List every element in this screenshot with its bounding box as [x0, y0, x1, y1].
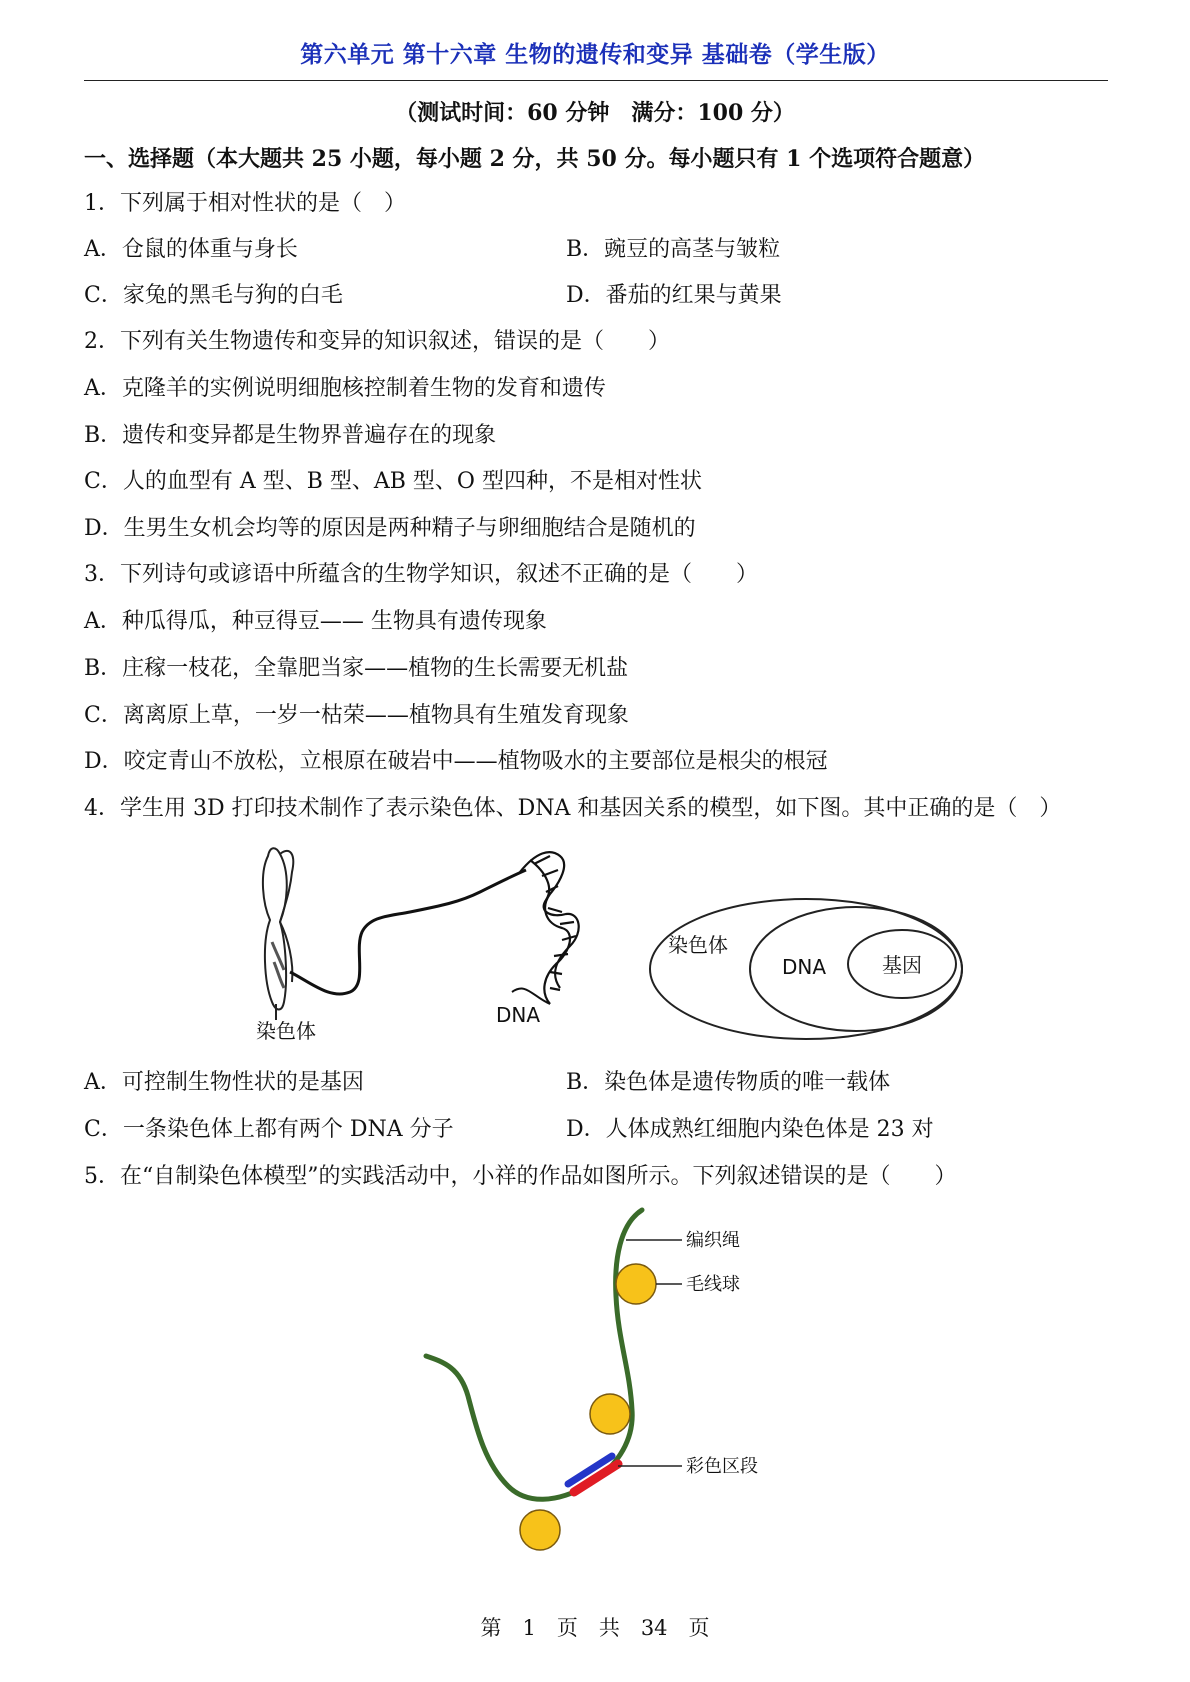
question-1-option-b: B．豌豆的高茎与皱粒: [566, 237, 781, 262]
document-title: 第六单元 第十六章 生物的遗传和变异 基础卷（学生版）: [300, 42, 890, 68]
chromosome-shape: [263, 848, 293, 1009]
dna-strand: [290, 870, 526, 994]
question-2-option-b: B．遗传和变异都是生物界普遍存在的现象: [84, 423, 497, 448]
question-1-stem: 1．下列属于相对性状的是（ ）: [84, 191, 406, 216]
question-2-stem: 2．下列有关生物遗传和变异的知识叙述，错误的是（ ）: [84, 329, 670, 354]
question-3-option-a: A．种瓜得瓜，种豆得豆—— 生物具有遗传现象: [84, 609, 547, 634]
question-3-stem: 3．下列诗句或谚语中所蕴含的生物学知识，叙述不正确的是（ ）: [84, 562, 758, 587]
question-2-option-c: C．人的血型有 A 型、B 型、AB 型、O 型四种，不是相对性状: [84, 469, 702, 494]
chromosome-caption: 染色体: [256, 1019, 316, 1043]
question-5-stem: 5．在“自制染色体模型”的实践活动中，小祥的作品如图所示。下列叙述错误的是（ ）: [84, 1164, 957, 1189]
question-3-option-c: C．离离原上草，一岁一枯荣——植物具有生殖发育现象: [84, 703, 629, 728]
question-3-option-d: D．咬定青山不放松，立根原在破岩中——植物吸水的主要部位是根尖的根冠: [84, 749, 828, 774]
question-1-option-c: C．家兔的黑毛与狗的白毛: [84, 283, 343, 308]
question-1-option-d: D．番茄的红果与黄果: [566, 283, 782, 308]
header-divider: [84, 80, 1108, 81]
ball-label: 毛线球: [686, 1274, 740, 1295]
chromosome-dna-illustration: [250, 842, 620, 1042]
dna-caption: DNA: [496, 1003, 541, 1027]
venn-outer-label: 染色体: [668, 933, 728, 957]
dna-helix: [512, 852, 579, 1004]
question-1-option-a: A．仓鼠的体重与身长: [84, 237, 298, 262]
section-heading: 一、选择题（本大题共 25 小题，每小题 2 分，共 50 分。每小题只有 1 个选项符合题意）: [84, 146, 986, 172]
segment-label: 彩色区段: [686, 1456, 758, 1477]
venn-inner-label: 基因: [882, 953, 922, 977]
question-4-option-a: A．可控制生物性状的是基因: [84, 1070, 364, 1095]
question-2-option-d: D．生男生女机会均等的原因是两种精子与卵细胞结合是随机的: [84, 516, 696, 541]
yarn-ball-3: [520, 1510, 560, 1550]
venn-middle-label: DNA: [782, 955, 827, 979]
question-2-option-a: A．克隆羊的实例说明细胞核控制着生物的发育和遗传: [84, 376, 606, 401]
yarn-ball-2: [590, 1394, 630, 1434]
chromosome-model-figure: [420, 1200, 800, 1560]
question-4-option-b: B．染色体是遗传物质的唯一载体: [566, 1070, 891, 1095]
question-3-option-b: B．庄稼一枝花，全靠肥当家——植物的生长需要无机盐: [84, 656, 629, 681]
rope-label: 编织绳: [686, 1230, 740, 1251]
colored-segment: [568, 1456, 618, 1492]
yarn-ball-1: [616, 1264, 656, 1304]
test-info: （测试时间：60 分钟 满分：100 分）: [395, 100, 795, 126]
page-number: 第 1 页 共 34 页: [480, 1616, 710, 1640]
chromosome-dna-gene-venn: [646, 894, 966, 1044]
question-4-option-d: D．人体成熟红细胞内染色体是 23 对: [566, 1117, 934, 1142]
question-4-stem: 4．学生用 3D 打印技术制作了表示染色体、DNA 和基因关系的模型，如下图。其中正确的是（ ）: [84, 796, 1062, 821]
question-4-option-c: C．一条染色体上都有两个 DNA 分子: [84, 1117, 454, 1142]
